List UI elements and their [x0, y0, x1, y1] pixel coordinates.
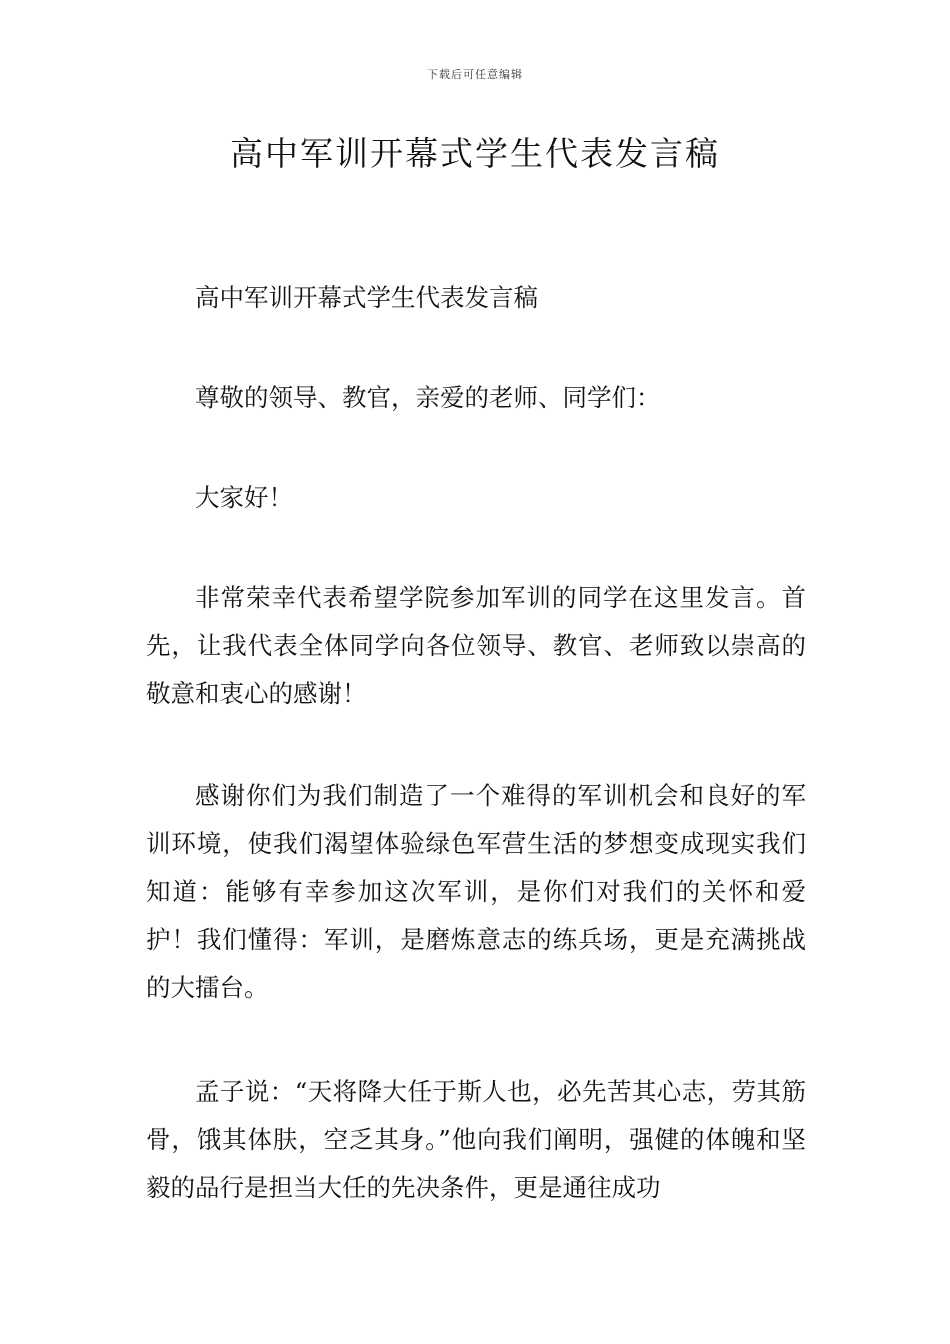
paragraph-salutation: 尊敬的领导、教官，亲爱的老师、同学们： [195, 383, 661, 412]
paragraph-mencius-quote: 孟子说：“天将降大任于斯人也，必先苦其心志，劳其筋骨，饿其体肤，空乏其身。”他向我们阐明，强健的体魄和坚毅的品行是担当大任的先决条件，更是通往成功 [146, 1077, 806, 1202]
paragraph-subtitle: 高中军训开幕式学生代表发言稿 [195, 283, 538, 312]
paragraph-opportunity: 感谢你们为我们制造了一个难得的军训机会和良好的军训环境，使我们渴望体验绿色军营生活的梦想变成现实我们知道：能够有幸参加这次军训，是你们对我们的关怀和爱护！我们懂得：军训，是磨炼意志的练兵场，更是充满挑战的大擂台。 [146, 781, 806, 1002]
header-note: 下载后可任意编辑 [427, 68, 523, 81]
paragraph-greeting: 大家好！ [195, 483, 293, 512]
document-title: 高中军训开幕式学生代表发言稿 [230, 134, 720, 173]
paragraph-thanks: 非常荣幸代表希望学院参加军训的同学在这里发言。首先，让我代表全体同学向各位领导、教官、老师致以崇高的敬意和衷心的感谢！ [146, 583, 806, 708]
